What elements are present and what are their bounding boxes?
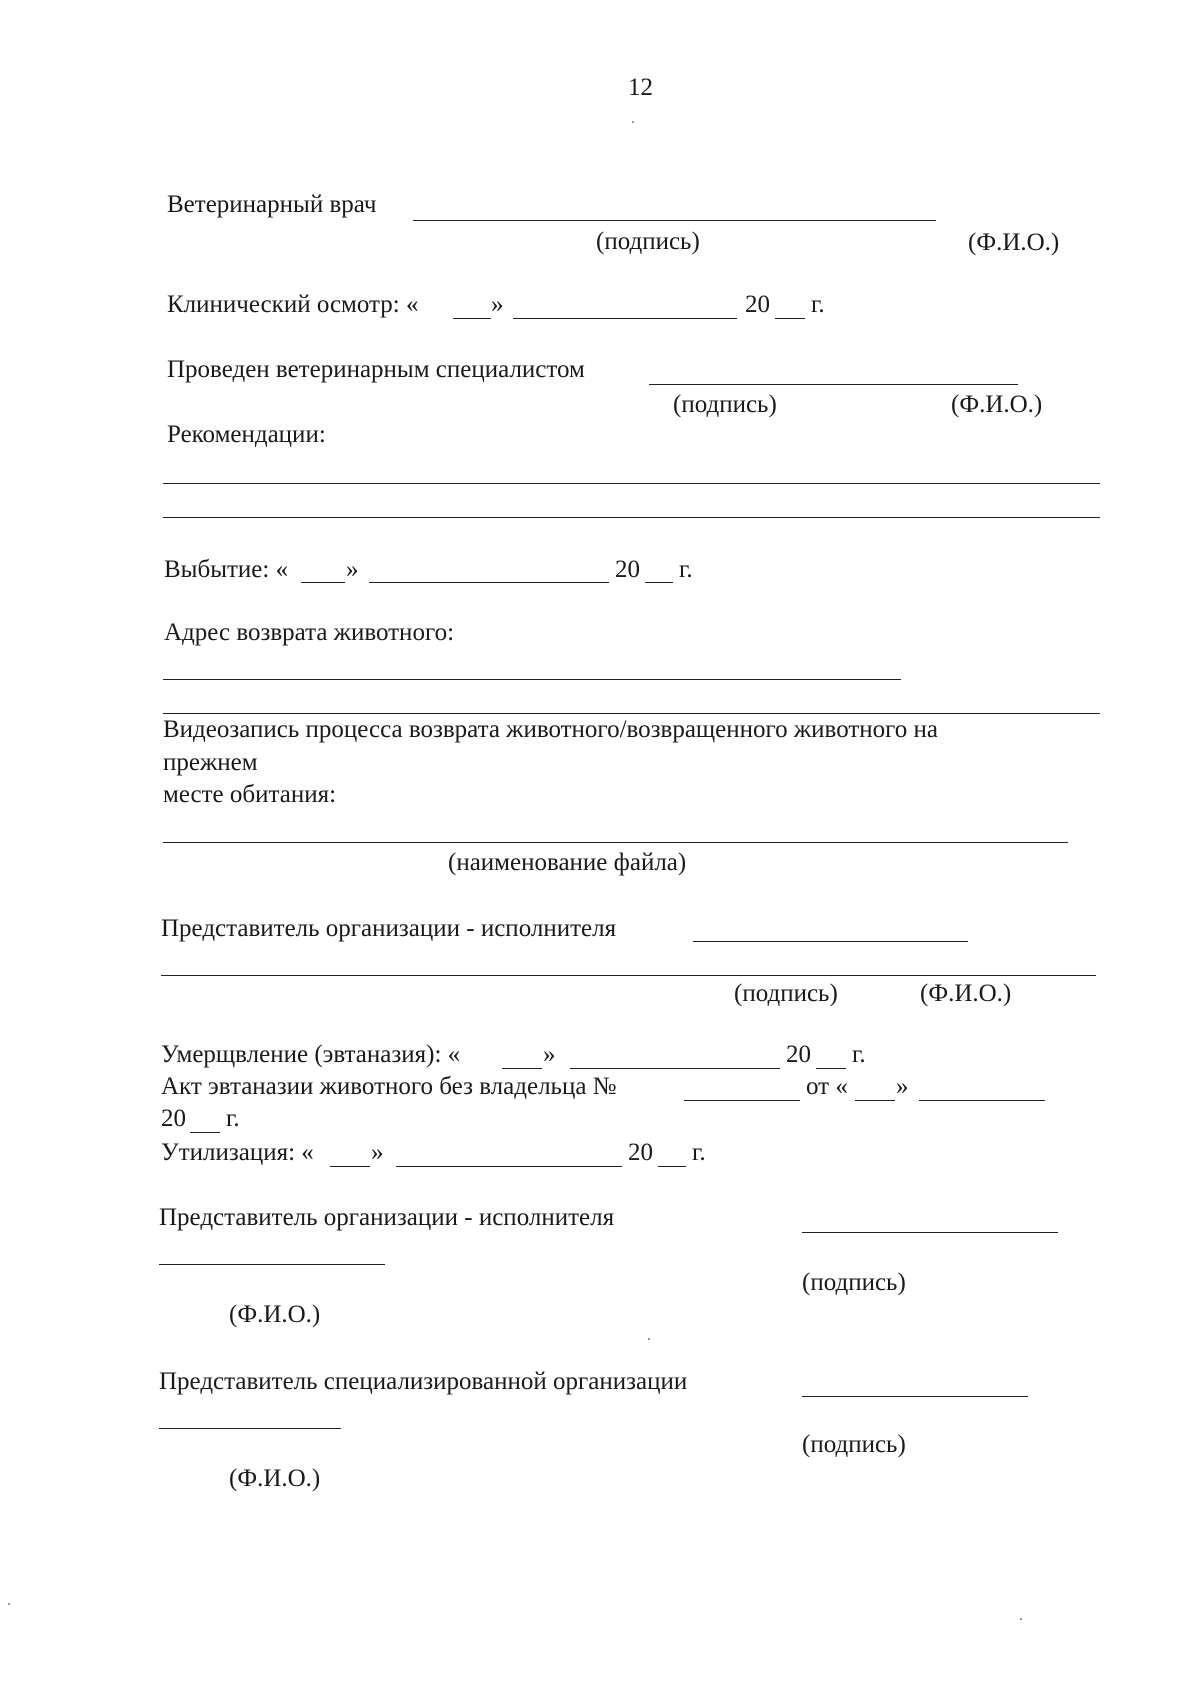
executor-rep-1-signature-caption: (подпись) xyxy=(734,980,838,1007)
executor-rep-1-name-caption: (Ф.И.О.) xyxy=(920,980,1012,1007)
act-label: Акт эвтаназии животного без владельца № xyxy=(161,1073,617,1100)
video-file-line[interactable] xyxy=(163,842,1068,843)
specialist-label: Проведен ветеринарным специалистом xyxy=(167,356,585,383)
executor-rep-2-label: Представитель организации - исполнителя xyxy=(159,1204,615,1231)
scan-speck xyxy=(632,121,634,123)
euthanasia-year-line[interactable] xyxy=(816,1068,846,1069)
vet-signature-line[interactable] xyxy=(413,220,936,221)
vet-signature-caption: (подпись) xyxy=(596,228,700,255)
euthanasia-label: Умерщвление (эвтаназия): « xyxy=(161,1041,461,1068)
specialized-rep-signature-caption: (подпись) xyxy=(802,1431,906,1458)
act-number-line[interactable] xyxy=(684,1100,800,1101)
executor-rep-2-name-caption: (Ф.И.О.) xyxy=(229,1301,321,1328)
act-year-prefix: 20 xyxy=(161,1105,186,1132)
recommendations-line-1[interactable] xyxy=(163,483,1100,484)
euthanasia-close-quote: » xyxy=(543,1041,556,1068)
recommendations-label: Рекомендации: xyxy=(167,421,326,448)
executor-rep-2-signature-line[interactable] xyxy=(802,1232,1058,1233)
utilization-year-line[interactable] xyxy=(658,1166,686,1167)
specialized-rep-name-line[interactable] xyxy=(159,1428,341,1429)
executor-rep-2-signature-caption: (подпись) xyxy=(802,1269,906,1296)
departure-year-suffix: г. xyxy=(679,556,693,583)
act-close-quote: » xyxy=(896,1073,909,1100)
departure-close-quote: » xyxy=(346,556,359,583)
clinical-day-line[interactable] xyxy=(453,318,491,319)
specialized-rep-signature-line[interactable] xyxy=(802,1396,1028,1397)
departure-label: Выбытие: « xyxy=(164,556,289,583)
utilization-label: Утилизация: « xyxy=(161,1139,314,1166)
utilization-year-suffix: г. xyxy=(692,1139,706,1166)
utilization-year-prefix: 20 xyxy=(628,1139,653,1166)
clinical-year-suffix: г. xyxy=(811,291,825,318)
specialist-signature-line[interactable] xyxy=(649,384,1018,385)
return-address-line-2[interactable] xyxy=(163,713,1100,714)
scan-speck xyxy=(8,1603,10,1605)
euthanasia-year-suffix: г. xyxy=(852,1041,866,1068)
video-label-line-2: прежнем xyxy=(163,749,258,776)
scan-speck xyxy=(1020,1618,1022,1620)
return-address-line-1[interactable] xyxy=(163,679,901,680)
specialized-rep-name-caption: (Ф.И.О.) xyxy=(229,1465,321,1492)
specialized-rep-label: Представитель специализированной организации xyxy=(159,1368,688,1395)
clinical-year-line[interactable] xyxy=(775,318,805,319)
utilization-day-line[interactable] xyxy=(330,1166,370,1167)
video-label-line-3: месте обитания: xyxy=(163,781,337,808)
clinical-year-prefix: 20 xyxy=(745,291,770,318)
vet-name-caption: (Ф.И.О.) xyxy=(968,229,1060,256)
euthanasia-year-prefix: 20 xyxy=(786,1041,811,1068)
executor-rep-1-name-line[interactable] xyxy=(161,975,1096,976)
specialist-signature-caption: (подпись) xyxy=(673,391,777,418)
euthanasia-day-line[interactable] xyxy=(502,1068,542,1069)
executor-rep-2-name-line[interactable] xyxy=(159,1264,385,1265)
act-month-line[interactable] xyxy=(919,1100,1045,1101)
departure-day-line[interactable] xyxy=(301,582,345,583)
act-day-line[interactable] xyxy=(855,1100,895,1101)
act-from-label: от « xyxy=(806,1073,848,1100)
vet-label: Ветеринарный врач xyxy=(167,191,377,218)
clinical-month-line[interactable] xyxy=(513,318,737,319)
departure-year-line[interactable] xyxy=(645,582,673,583)
clinical-close-quote: » xyxy=(491,291,504,318)
return-address-label: Адрес возврата животного: xyxy=(164,619,455,646)
video-file-caption: (наименование файла) xyxy=(448,849,687,876)
act-year-suffix: г. xyxy=(226,1105,240,1132)
departure-month-line[interactable] xyxy=(369,582,609,583)
specialist-name-caption: (Ф.И.О.) xyxy=(951,391,1043,418)
utilization-close-quote: » xyxy=(371,1139,384,1166)
clinical-label: Клинический осмотр: « xyxy=(167,291,419,318)
recommendations-line-2[interactable] xyxy=(163,517,1100,518)
video-label-line-1: Видеозапись процесса возврата животного/возвращенного животного на xyxy=(163,716,939,743)
executor-rep-1-label: Представитель организации - исполнителя xyxy=(161,915,617,942)
page-number: 12 xyxy=(628,74,653,101)
scan-speck xyxy=(648,1338,650,1340)
act-year-line[interactable] xyxy=(190,1132,220,1133)
departure-year-prefix: 20 xyxy=(615,556,640,583)
executor-rep-1-signature-line[interactable] xyxy=(693,941,968,942)
utilization-month-line[interactable] xyxy=(396,1166,622,1167)
euthanasia-month-line[interactable] xyxy=(570,1068,780,1069)
